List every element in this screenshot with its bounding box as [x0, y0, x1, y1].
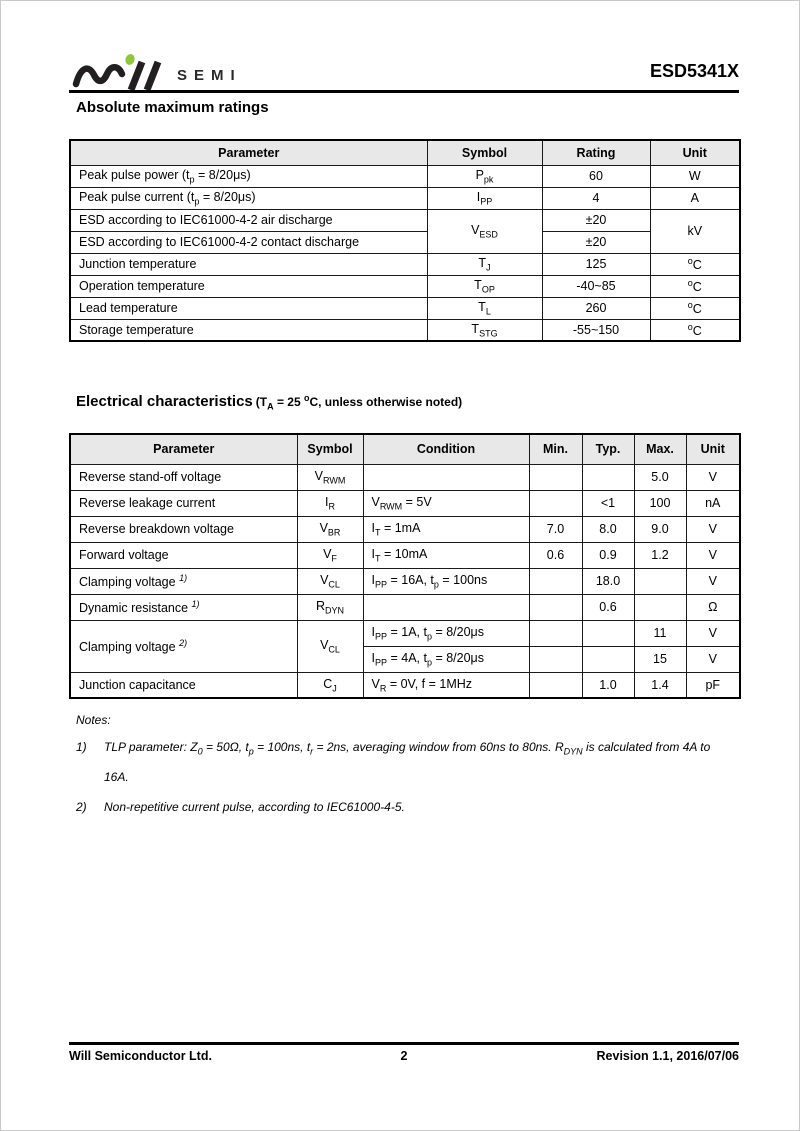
table-row	[70, 319, 740, 341]
table-cell: 0.6	[529, 542, 582, 568]
table-row	[70, 231, 740, 253]
table-cell: $T_{OP}$	[427, 275, 542, 297]
table-cell: 15	[634, 646, 686, 672]
table-cell: 9.0	[634, 516, 686, 542]
table-cell: pF	[686, 672, 740, 698]
table-cell: Storage temperature	[70, 319, 427, 341]
note-text: TLP parameter: $Z_0 = 50\Omega$, $t_p = 100ns$, $t_r = 2ns$, averaging window from 60ns to 80ns. $R_{DYN}$ is calculated from 4A to 16A.	[104, 740, 711, 785]
table-cell: ESD according to IEC61000-4-2 contact discharge	[70, 231, 427, 253]
table-cell	[529, 594, 582, 620]
table-cell: 7.0	[529, 516, 582, 542]
table-cell: Junction temperature	[70, 253, 427, 275]
table-cell	[529, 490, 582, 516]
table-cell: $V_{CL}$	[297, 620, 363, 672]
table-cell: $^o$C	[650, 319, 740, 341]
table-cell: V	[686, 620, 740, 646]
table-cell: V	[686, 568, 740, 594]
table-cell: Clamping voltage $^{2)}$	[70, 620, 297, 672]
table-cell: W	[650, 165, 740, 187]
table-cell: ±20	[542, 231, 650, 253]
column-header: Symbol	[427, 140, 542, 165]
electrical-characteristics-label: Electrical characteristics	[76, 393, 253, 410]
table-cell: -55~150	[542, 319, 650, 341]
table-cell: V	[686, 516, 740, 542]
table-cell: -40~85	[542, 275, 650, 297]
table-cell: $I_{PP} = 1A$, $t_p = 8/20\mu s$	[363, 620, 529, 646]
table-cell: 18.0	[582, 568, 634, 594]
table-row	[70, 187, 740, 209]
table-cell	[363, 464, 529, 490]
table-cell: $V_{RWM}$	[297, 464, 363, 490]
table-cell: $T_{STG}$	[427, 319, 542, 341]
electrical-characteristics-table	[69, 433, 741, 699]
table-row	[70, 297, 740, 319]
table-cell: Ω	[686, 594, 740, 620]
table-cell: Dynamic resistance $^{1)}$	[70, 594, 297, 620]
table-cell: $I_T = 1mA$	[363, 516, 529, 542]
table-row	[70, 568, 740, 594]
footer-revision: Revision 1.1, 2016/07/06	[596, 1049, 739, 1063]
table-cell	[634, 594, 686, 620]
table-cell	[582, 620, 634, 646]
table-cell: $R_{DYN}$	[297, 594, 363, 620]
section-title-electrical-characteristics	[76, 393, 462, 411]
table-cell: $T_J$	[427, 253, 542, 275]
table-cell	[529, 646, 582, 672]
table-cell: Reverse leakage current	[70, 490, 297, 516]
table-cell	[529, 464, 582, 490]
table-cell: 4	[542, 187, 650, 209]
note-item	[76, 794, 736, 820]
table-cell: $^o$C	[650, 275, 740, 297]
column-header: Rating	[542, 140, 650, 165]
footer-page-number: 2	[400, 1049, 408, 1063]
table-cell: $T_L$	[427, 297, 542, 319]
table-row	[70, 620, 740, 646]
table-cell	[582, 646, 634, 672]
column-header: Parameter	[70, 434, 297, 464]
table-row	[70, 542, 740, 568]
table-cell: $V_{ESD}$	[427, 209, 542, 253]
table-cell: $C_J$	[297, 672, 363, 698]
table-row	[70, 672, 740, 698]
table-cell: kV	[650, 209, 740, 253]
table-cell: $I_{PP}$	[427, 187, 542, 209]
table-cell: nA	[686, 490, 740, 516]
table-cell: A	[650, 187, 740, 209]
column-header: Max.	[634, 434, 686, 464]
table-cell: Peak pulse current $(t_p = 8/20\mu s)$	[70, 187, 427, 209]
table-cell: 60	[542, 165, 650, 187]
table-cell: ESD according to IEC61000-4-2 air discharge	[70, 209, 427, 231]
table-cell: Peak pulse power $(t_p = 8/20\mu s)$	[70, 165, 427, 187]
table-cell: $^o$C	[650, 253, 740, 275]
table-cell: 1.0	[582, 672, 634, 698]
table-cell: $I_{PP} = 4A$, $t_p = 8/20\mu s$	[363, 646, 529, 672]
table-cell: 100	[634, 490, 686, 516]
table-cell	[529, 568, 582, 594]
table-row	[70, 275, 740, 297]
table-cell: Reverse breakdown voltage	[70, 516, 297, 542]
table-cell: $V_F$	[297, 542, 363, 568]
table-cell: $P_{pk}$	[427, 165, 542, 187]
table-cell: 260	[542, 297, 650, 319]
table-row	[70, 209, 740, 231]
table-cell: 0.6	[582, 594, 634, 620]
electrical-characteristics-condition: ($T_A = 25$ $^o$C, unless otherwise noted)	[255, 393, 463, 412]
absolute-maximum-ratings-table	[69, 139, 741, 342]
table-cell: 5.0	[634, 464, 686, 490]
table-cell: Forward voltage	[70, 542, 297, 568]
will-semi-logo-icon	[71, 53, 169, 93]
table-cell	[634, 568, 686, 594]
table-cell: 1.2	[634, 542, 686, 568]
note-text: Non-repetitive current pulse, according to IEC61000-4-5.	[104, 800, 405, 815]
table-cell: 0.9	[582, 542, 634, 568]
table-cell: $I_T = 10mA$	[363, 542, 529, 568]
page-header	[69, 51, 739, 93]
table-cell	[363, 594, 529, 620]
note-number: 2)	[76, 800, 87, 815]
table-cell	[529, 672, 582, 698]
table-cell: 8.0	[582, 516, 634, 542]
table-cell: V	[686, 464, 740, 490]
page-footer	[69, 1049, 739, 1063]
column-header: Min.	[529, 434, 582, 464]
table-cell: ±20	[542, 209, 650, 231]
table-cell: Operation temperature	[70, 275, 427, 297]
table-header-row	[70, 140, 740, 165]
header-divider	[69, 90, 739, 93]
notes-title: Notes:	[76, 713, 111, 727]
column-header: Parameter	[70, 140, 427, 165]
note-number: 1)	[76, 740, 87, 754]
table-cell: V	[686, 646, 740, 672]
table-row	[70, 464, 740, 490]
table-cell: $I_R$	[297, 490, 363, 516]
table-cell	[582, 464, 634, 490]
table-cell: 11	[634, 620, 686, 646]
column-header: Condition	[363, 434, 529, 464]
logo-semi-text: SEMI	[177, 67, 242, 84]
table-row	[70, 594, 740, 620]
footer-divider	[69, 1042, 739, 1045]
table-cell: $^o$C	[650, 297, 740, 319]
table-cell: $V_R = 0V$, f = 1MHz	[363, 672, 529, 698]
table-cell: $V_{BR}$	[297, 516, 363, 542]
section-title-absolute-maximum-ratings: Absolute maximum ratings	[76, 99, 269, 116]
notes-list	[76, 734, 736, 820]
table-row	[70, 253, 740, 275]
column-header: Unit	[650, 140, 740, 165]
table-cell: Clamping voltage $^{1)}$	[70, 568, 297, 594]
note-item	[76, 734, 736, 790]
table-cell: $V_{RWM} = 5V$	[363, 490, 529, 516]
table-cell: Reverse stand-off voltage	[70, 464, 297, 490]
table-cell: 125	[542, 253, 650, 275]
column-header: Unit	[686, 434, 740, 464]
table-cell: $I_{PP} = 16A$, $t_p = 100ns$	[363, 568, 529, 594]
table-cell: <1	[582, 490, 634, 516]
notes-section	[76, 713, 736, 824]
table-row	[70, 490, 740, 516]
table-header-row	[70, 434, 740, 464]
table-cell: 1.4	[634, 672, 686, 698]
column-header: Symbol	[297, 434, 363, 464]
table-row	[70, 516, 740, 542]
column-header: Typ.	[582, 434, 634, 464]
table-cell: Lead temperature	[70, 297, 427, 319]
table-cell	[529, 620, 582, 646]
table-cell: $V_{CL}$	[297, 568, 363, 594]
part-number: ESD5341X	[649, 61, 739, 81]
table-cell: V	[686, 542, 740, 568]
footer-company: Will Semiconductor Ltd.	[69, 1049, 212, 1063]
table-cell: Junction capacitance	[70, 672, 297, 698]
table-row	[70, 165, 740, 187]
